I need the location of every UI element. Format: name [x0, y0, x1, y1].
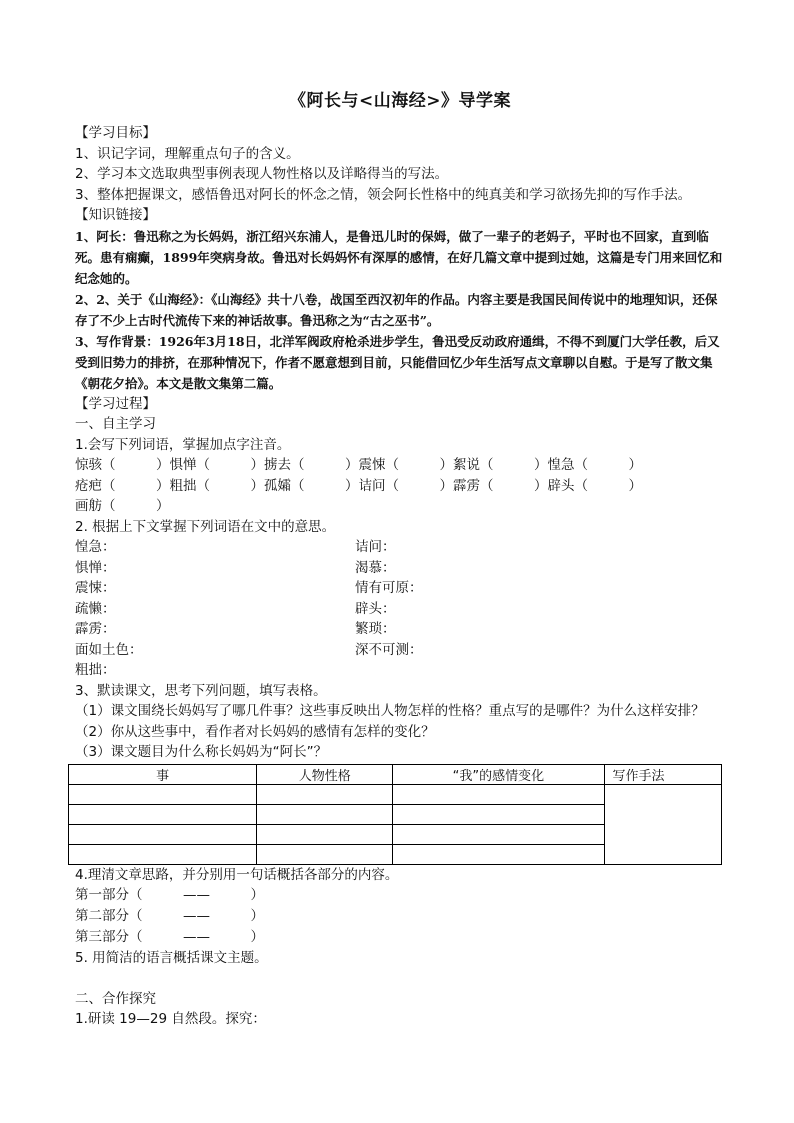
study-item-1: 1.研读 19—29 自然段。探究： — [75, 1011, 266, 1027]
definition-item: 繁琐： — [355, 621, 396, 637]
table-cell[interactable] — [257, 784, 393, 804]
knowledge-item-book: 2、2、关于《山海经》：《山海经》共十八卷，战国至西汉初年的作品。内容主要是我国民间传说中的地理知识，还保存了不少上古时代流传下来的神话故事。鲁迅称之为“古之巫书”。 — [75, 291, 718, 328]
knowledge-heading: 【知识链接】 — [75, 207, 156, 223]
definition-item: 面如土色： — [75, 641, 143, 658]
table-cell[interactable] — [69, 804, 257, 824]
vocab-word: 惶急（ ） — [547, 457, 642, 473]
question-3-item: （1）课文围绕长妈妈写了哪几件事？这些事反映出人物怎样的性格？重点写的是哪件？为什么这样安排？ — [75, 703, 705, 719]
table-cell[interactable] — [393, 804, 604, 824]
table-cell[interactable] — [69, 784, 257, 804]
definition-item — [355, 660, 655, 681]
vocab-word: 絮说（ ） — [453, 457, 548, 473]
definition-item: 诘问： — [355, 539, 396, 555]
question-3-item: （3）课文题目为什么称长妈妈为“阿长”？ — [75, 744, 328, 760]
vocab-word: 惧惮（ ） — [169, 457, 264, 473]
table-cell-technique[interactable] — [604, 784, 721, 864]
objective-item: 3、整体把握课文，感悟鲁迅对阿长的怀念之情，领会阿长性格中的纯真美和学习欲扬先抑的写作手法。 — [75, 186, 692, 203]
definition-item: 惧惮： — [75, 559, 116, 576]
table-cell[interactable] — [257, 844, 393, 864]
table-cell[interactable] — [257, 804, 393, 824]
definition-item: 深不可测： — [355, 641, 423, 658]
vocab-word-list — [75, 455, 723, 517]
table-header-character: 人物性格 — [257, 764, 393, 784]
vocab-word: 掳去（ ） — [264, 457, 359, 473]
vocab-word: 孤孀（ ） — [264, 477, 359, 494]
table-cell[interactable] — [257, 824, 393, 844]
definition-item: 粗拙： — [75, 662, 116, 678]
table-cell[interactable] — [393, 824, 604, 844]
question-4: 4.理清文章思路，并分别用一句话概括各部分的内容。 — [75, 866, 399, 883]
question-3: 3、默读课文，思考下列问题，填写表格。 — [75, 682, 327, 699]
definition-item: 疏懒： — [75, 600, 116, 617]
definition-grid — [75, 537, 725, 681]
vocab-word: 粗拙（ ） — [169, 477, 264, 494]
table-header-row — [69, 764, 722, 784]
objective-item: 1、识记字词，理解重点句子的含义。 — [75, 145, 300, 162]
definition-item: 渴慕： — [355, 559, 396, 576]
part-summary: 第一部分（ —— ） — [75, 887, 264, 903]
table-header-event: 事 — [69, 764, 257, 784]
page-title: 《阿长与<山海经>》导学案 — [289, 91, 511, 111]
spacer — [75, 969, 725, 989]
vocab-word: 画舫（ ） — [75, 498, 170, 514]
part-summary: 第二部分（ —— ） — [75, 908, 264, 924]
vocab-word: 震悚（ ） — [358, 457, 453, 473]
question-3-item: （2）你从这些事中，看作者对长妈妈的感情有怎样的变化？ — [75, 723, 435, 740]
table-cell[interactable] — [393, 784, 604, 804]
definition-item: 辟头： — [355, 600, 396, 617]
table-cell[interactable] — [393, 844, 604, 864]
analysis-table — [68, 764, 722, 865]
knowledge-item-background: 3、写作背景：1926年3月18日，北洋军阀政府枪杀进步学生，鲁迅受反动政府通缉，不得不到厦门大学任教，后又受到旧势力的排挤，在那种情况下，作者不愿意想到目前，只能借回忆少年生活写点文章聊以自慰。于是写了散文集《朝花夕拾》。本文是散文集第二篇。 — [75, 333, 720, 391]
table-row — [69, 784, 722, 804]
vocab-word: 诘问（ ） — [358, 477, 453, 494]
table-header-feeling: “我”的感情变化 — [393, 764, 604, 784]
definition-item: 情有可原： — [355, 580, 423, 596]
objective-item: 2、学习本文选取典型事例表现人物性格以及详略得当的写法。 — [75, 166, 449, 182]
table-cell[interactable] — [69, 824, 257, 844]
part-summary: 第三部分（ —— ） — [75, 929, 264, 945]
objectives-heading: 【学习目标】 — [75, 125, 156, 141]
table-header-technique: 写作手法 — [604, 764, 721, 784]
section-heading-self-study: 一、自主学习 — [75, 416, 156, 432]
process-heading: 【学习过程】 — [75, 395, 156, 412]
question-5: 5. 用简洁的语言概括课文主题。 — [75, 950, 268, 966]
vocab-word: 辟头（ ） — [547, 477, 642, 494]
definition-item: 霹雳： — [75, 621, 116, 637]
section-heading-cooperation: 二、合作探究 — [75, 990, 156, 1007]
vocab-word: 疮疤（ ） — [75, 477, 170, 494]
question-2: 2. 根据上下文掌握下列词语在文中的意思。 — [75, 518, 336, 535]
vocab-word: 霹雳（ ） — [453, 477, 548, 494]
vocab-word: 惊骇（ ） — [75, 457, 170, 473]
worksheet-page — [75, 86, 725, 1030]
definition-item: 震悚： — [75, 580, 116, 596]
question-1: 1.会写下列词语，掌握加点字注音。 — [75, 436, 291, 453]
definition-item: 惶急： — [75, 539, 116, 555]
table-cell[interactable] — [69, 844, 257, 864]
knowledge-item-author: 1、阿长：鲁迅称之为长妈妈，浙江绍兴东浦人，是鲁迅儿时的保姆，做了一辈子的老妈子，平时也不回家，直到临死。患有痫癫，1899年突病身故。鲁迅对长妈妈怀有深厚的感情，在好几篇文章中提到过她，这篇是专门用来回忆和纪念她的。 — [75, 228, 723, 286]
